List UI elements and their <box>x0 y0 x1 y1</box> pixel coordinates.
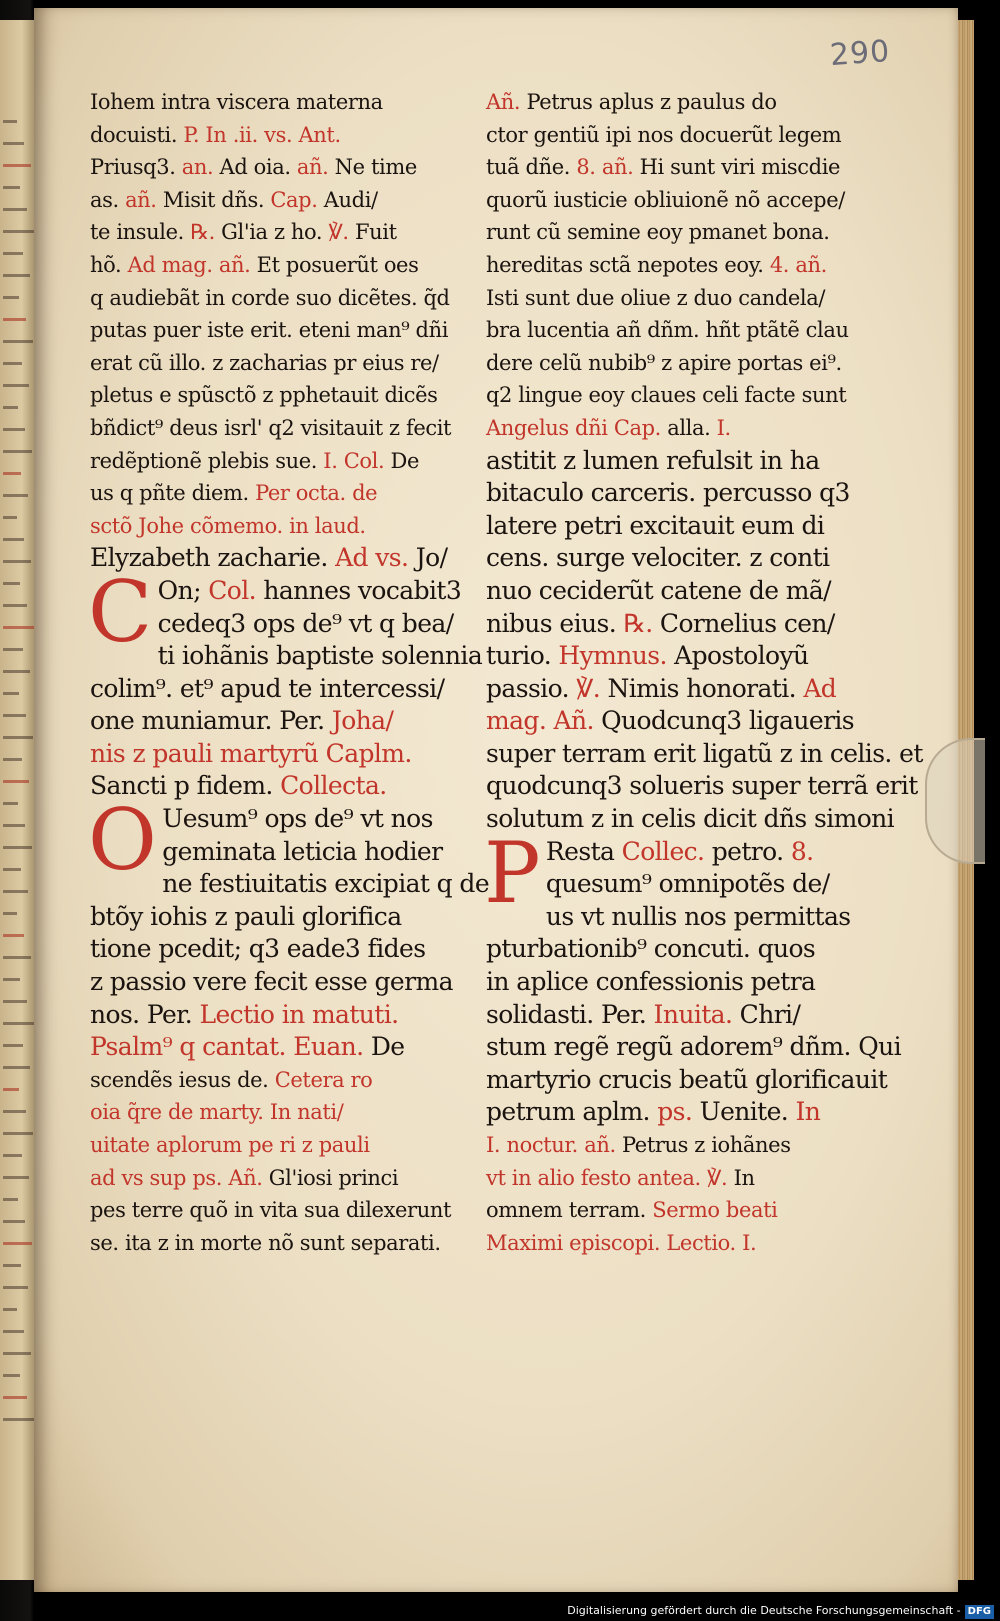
facing-page-text-fragment <box>3 186 20 189</box>
facing-page-text-fragment <box>3 120 17 123</box>
body-text: hereditas sctã nepotes eoy. <box>486 252 770 277</box>
facing-page-text-fragment <box>3 912 17 915</box>
facing-page-text-fragment <box>3 1352 31 1355</box>
text-line <box>90 770 462 803</box>
text-line <box>90 184 462 217</box>
rubric-text: Collec. <box>621 836 705 866</box>
facing-page-text-fragment <box>3 252 23 255</box>
text-line <box>486 673 868 706</box>
text-line <box>90 510 462 543</box>
text-line <box>486 901 868 934</box>
body-text: De <box>363 1032 405 1062</box>
body-text: tione pcedit; q3 eade3 fides <box>90 934 426 964</box>
body-text: astitit z lumen refulsit in ha <box>486 445 820 475</box>
body-text: us q pñte diem. <box>90 481 256 506</box>
text-line <box>90 1129 462 1162</box>
body-text: De <box>384 448 419 473</box>
text-line <box>486 477 868 510</box>
body-text: Nimis honorati. <box>600 673 804 703</box>
text-line <box>90 999 462 1032</box>
facing-page-text-fragment <box>3 626 34 629</box>
rubric-text: Psalm⁹ q cantat. Euan. <box>90 1032 364 1062</box>
text-line <box>486 1129 868 1162</box>
body-text: pletus e spũsctõ z pphetauit dicẽs <box>90 383 438 408</box>
text-line <box>90 412 462 445</box>
body-text: redẽptionẽ plebis sue. <box>90 448 324 473</box>
facing-page-text-fragment <box>3 450 32 453</box>
body-text: Resta <box>545 836 622 866</box>
text-line <box>486 770 918 803</box>
text-line <box>486 412 868 445</box>
rubric-text: Inuita. <box>653 999 733 1029</box>
text-line <box>486 1227 868 1260</box>
body-text: Fuit <box>348 220 397 245</box>
text-line <box>90 966 462 999</box>
body-text: z passio vere fecit esse germa <box>90 967 453 997</box>
body-text: Ne time <box>328 155 417 180</box>
body-text: Audi/ <box>317 187 378 212</box>
body-text: scendẽs iesus de. <box>90 1067 275 1092</box>
facing-page-text-fragment <box>3 538 24 541</box>
body-text: us vt nullis nos permittas <box>545 901 851 931</box>
folio-number: 290 <box>828 33 892 74</box>
body-text: dere celũ nubib⁹ z apire portas ei⁹. <box>486 350 842 375</box>
body-text: petrum aplm. <box>486 1097 658 1127</box>
facing-page-text-fragment <box>3 1220 25 1223</box>
body-text: Uesum⁹ ops de⁹ vt nos <box>162 804 433 834</box>
text-line <box>486 803 895 836</box>
rubric-text: vt in alio festo antea. <box>486 1165 708 1190</box>
rubric-text: mag. Añ. <box>486 706 594 736</box>
rubric-text: Ad <box>803 673 837 703</box>
facing-page-text-fragment <box>3 1264 21 1267</box>
rubric-text: Angelus dñi <box>486 415 614 440</box>
facing-page-text-fragment <box>3 1000 27 1003</box>
text-line <box>90 1064 462 1097</box>
body-text: Uenite. <box>692 1097 796 1127</box>
body-text: Hi sunt viri miscdie <box>633 155 841 180</box>
rubric-text: Cap. <box>613 415 661 440</box>
facing-page-text-fragment <box>3 1044 23 1047</box>
body-text: nibus eius. <box>486 608 624 638</box>
text-line <box>90 542 462 575</box>
rubric-text: Hymnus. <box>558 641 667 671</box>
initial-letter: P <box>484 823 540 922</box>
facing-page-text-fragment <box>3 1198 18 1201</box>
rubric-text: P. In .ii. vs. Ant. <box>183 122 341 147</box>
body-text: bitaculo carceris. percusso q3 <box>486 478 850 508</box>
body-text: q2 lingue eoy claues celi facte sunt <box>486 383 847 408</box>
body-text: Gl'ia z ho. <box>214 220 329 245</box>
facing-page-text-fragment <box>3 318 26 321</box>
text-line <box>486 249 868 282</box>
text-line <box>486 184 868 217</box>
text-line <box>486 608 868 641</box>
body-text: q audiebãt in corde suo dicẽtes. q̃d <box>90 285 450 310</box>
body-text: cens. surge velociter. z conti <box>486 543 830 573</box>
text-line <box>90 477 462 510</box>
facing-page-text-fragment <box>3 758 22 761</box>
facing-page-text-fragment <box>3 516 17 519</box>
text-line <box>486 119 868 152</box>
body-text: stum regẽ regũ adorem⁹ dñm. Qui <box>486 1032 901 1062</box>
body-text: runt cũ semine eoy pmanet bona. <box>486 220 830 245</box>
facing-page-text-fragment <box>3 604 27 607</box>
body-text: Misit dñs. <box>156 187 271 212</box>
body-text: Elyzabeth zacharie. <box>90 543 336 573</box>
text-line <box>486 314 868 347</box>
rubric-text: sctõ Johe cõmemo. in laud. <box>90 513 366 538</box>
rubric-text: oia q̃re de marty. In nati/ <box>90 1100 344 1125</box>
facing-page-text-fragment <box>3 142 24 145</box>
body-text: In <box>727 1165 755 1190</box>
text-line <box>486 1194 868 1227</box>
body-text: tuã dñe. <box>486 155 577 180</box>
rubric-text: ℣. <box>328 220 349 245</box>
body-text: quorũ iusticie obliuionẽ nõ accepe/ <box>486 187 845 212</box>
rubric-text: ℣. <box>576 673 601 703</box>
body-text: martyrio crucis beatũ glorificauit <box>486 1064 888 1094</box>
left-page-edge <box>0 20 38 1580</box>
text-line <box>486 1096 868 1129</box>
rubric-text: Sermo beati <box>652 1198 778 1223</box>
rubric-text: Añ. <box>486 90 521 114</box>
text-line <box>486 347 868 380</box>
rubric-text: an. <box>181 155 214 180</box>
body-text: colim⁹. et⁹ apud te intercessi/ <box>90 673 445 703</box>
rubric-text: uitate aplorum pe ri z pauli <box>90 1133 370 1157</box>
facing-page-text-fragment <box>3 956 31 959</box>
body-text: Chri/ <box>732 999 801 1029</box>
body-text: super terram erit ligatũ z in celis. et <box>486 738 923 768</box>
rubric-text: Cetera ro <box>274 1067 373 1092</box>
body-text: omnem terram. <box>486 1198 653 1223</box>
text-line <box>90 1162 462 1195</box>
rubric-text: Ad vs. <box>335 543 409 573</box>
thumb-tab <box>925 738 985 864</box>
facing-page-text-fragment <box>3 978 20 981</box>
body-text: pturbationib⁹ concuti. quos <box>486 934 816 964</box>
text-line <box>486 1064 888 1097</box>
body-text: Apostoloyũ <box>666 641 809 671</box>
text-line <box>90 1194 462 1227</box>
body-text: btõy iohis z pauli glorifica <box>90 901 402 931</box>
facing-page-text-fragment <box>3 780 29 783</box>
facing-page-text-fragment <box>3 208 27 211</box>
facing-page-text-fragment <box>3 1308 17 1311</box>
text-line <box>90 705 462 738</box>
body-text: quesum⁹ omnipotẽs de/ <box>545 869 830 899</box>
body-text: solidasti. Per. <box>486 999 654 1029</box>
text-line <box>90 282 462 315</box>
text-line <box>486 542 868 575</box>
facing-page-text-fragment <box>3 1374 20 1377</box>
text-line <box>486 575 868 608</box>
text-line <box>486 1162 868 1195</box>
text-line <box>486 1031 901 1064</box>
body-text: ctor gentiũ ipi nos docuerũt legem <box>486 122 842 147</box>
text-line <box>486 705 868 738</box>
facing-page-text-fragment <box>3 406 18 409</box>
body-text: solutum z in celis dicit dñs simoni <box>486 804 895 834</box>
body-text: Ad oia. <box>213 155 297 180</box>
body-text: as. <box>90 187 126 212</box>
body-text: quodcunq3 solueris super terrã erit <box>486 771 918 801</box>
facing-page-text-fragment <box>3 164 31 167</box>
facing-page-text-fragment <box>3 1154 22 1157</box>
text-line <box>90 1227 462 1260</box>
body-text: Iohem intra viscera materna <box>90 90 383 114</box>
facing-page-text-fragment <box>3 1176 29 1179</box>
body-text: hannes vocabit3 <box>255 575 462 605</box>
text-line <box>486 640 868 673</box>
rubric-text: Joha/ <box>331 706 394 736</box>
facing-page-text-fragment <box>3 428 25 431</box>
text-line <box>486 738 923 771</box>
facing-page-text-fragment <box>3 1396 27 1399</box>
initial-letter: O <box>88 791 157 890</box>
body-text: nos. Per. <box>90 999 200 1029</box>
facing-page-text-fragment <box>3 692 19 695</box>
text-line <box>486 151 868 184</box>
body-text: Petrus aplus z paulus do <box>520 90 777 114</box>
body-text: alla. <box>660 415 717 440</box>
facing-page-text-fragment <box>3 362 22 365</box>
text-line <box>90 86 462 119</box>
footer-text: Digitalisierung gefördert durch die Deutsche Forschungsgemeinschaft - <box>567 1604 961 1617</box>
text-line <box>90 673 462 706</box>
text-line <box>486 933 868 966</box>
rubric-text: 8. añ. <box>576 155 634 180</box>
rubric-text: 8. <box>790 836 814 866</box>
body-text: erat cũ illo. z zacharias pr eius re/ <box>90 350 439 375</box>
body-text: docuisti. <box>90 122 184 147</box>
body-text: cedeq3 ops de⁹ vt q bea/ <box>157 608 454 638</box>
facing-page-text-fragment <box>3 1088 19 1091</box>
facing-page-text-fragment <box>3 1242 32 1245</box>
body-text: turio. <box>486 641 559 671</box>
facing-page-text-fragment <box>3 714 26 717</box>
body-text: Jo/ <box>408 543 448 573</box>
body-text: te insule. <box>90 220 191 245</box>
text-line <box>486 868 868 901</box>
footer-credit <box>560 1600 1000 1621</box>
body-text: On; <box>157 575 209 605</box>
facing-page-text-fragment <box>3 296 19 299</box>
text-line <box>486 86 868 119</box>
text-line <box>486 282 868 315</box>
text-line <box>90 151 462 184</box>
rubric-text: añ. <box>296 155 329 180</box>
facing-page-text-fragment <box>3 868 21 871</box>
facing-page-text-fragment <box>3 560 31 563</box>
rubric-text: ℣. <box>707 1165 728 1190</box>
body-text: latere petri excitauit eum di <box>486 510 825 540</box>
rubric-text: ℞. <box>623 608 653 638</box>
body-text: pes terre quõ in vita sua dilexerunt <box>90 1198 451 1223</box>
rubric-text: 4. añ. <box>769 252 827 277</box>
facing-page-text-fragment <box>3 846 32 849</box>
rubric-text: Lectio in matuti. <box>199 999 399 1029</box>
facing-page-text-fragment <box>3 1330 24 1333</box>
text-line <box>90 314 462 347</box>
facing-page-text-fragment <box>3 736 33 739</box>
body-text: geminata leticia hodier <box>162 836 443 866</box>
text-line <box>90 738 462 771</box>
facing-page-text-fragment <box>3 1286 28 1289</box>
body-text: Sancti p fidem. <box>90 771 281 801</box>
text-line <box>90 249 462 282</box>
rubric-text: ℞. <box>190 220 215 245</box>
initial-letter: C <box>88 562 152 661</box>
facing-page-text-fragment <box>3 1022 34 1025</box>
text-line <box>90 1096 462 1129</box>
facing-page-text-fragment <box>3 1066 30 1069</box>
facing-page-text-fragment <box>3 494 28 497</box>
rubric-text: Collecta. <box>280 771 387 801</box>
facing-page-text-fragment <box>3 1110 26 1113</box>
rubric-text: In <box>795 1097 821 1127</box>
text-line <box>90 1031 462 1064</box>
left-column <box>88 86 490 1259</box>
facing-page-text-fragment <box>3 230 34 233</box>
facing-page-text-fragment <box>3 384 29 387</box>
rubric-text: I. <box>716 415 731 440</box>
text-line <box>90 445 462 478</box>
body-text: Petrus z iohãnes <box>615 1133 791 1157</box>
right-column <box>484 86 923 1259</box>
facing-page-text-fragment <box>3 934 24 937</box>
body-text: bñdict⁹ deus isrl' q2 visitauit z fecit <box>90 415 452 440</box>
body-text: passio. <box>486 673 577 703</box>
text-line <box>90 933 462 966</box>
facing-page-text-fragment <box>3 648 23 651</box>
facing-page-text-fragment <box>3 670 30 673</box>
body-text: Quodcunq3 ligaueris <box>593 706 855 736</box>
text-line <box>90 347 462 380</box>
text-line <box>90 119 462 152</box>
facing-page-text-fragment <box>3 802 18 805</box>
body-text: Priusq3. <box>90 155 182 180</box>
body-text: bra lucentia añ dñm. hñt ptãtẽ clau <box>486 318 849 343</box>
text-line <box>90 216 462 249</box>
facing-page-text-fragment <box>3 1418 34 1421</box>
rubric-text: Cap. <box>270 187 318 212</box>
body-text: in aplice confessionis petra <box>486 967 816 997</box>
facing-page-text-fragment <box>3 340 33 343</box>
text-line <box>486 445 868 478</box>
rubric-text: Maximi episcopi. Lectio. I. <box>486 1230 757 1255</box>
body-text: Isti sunt due oliue z duo candela/ <box>486 285 826 310</box>
rubric-text: Per octa. de <box>255 481 378 506</box>
text-line <box>486 379 868 412</box>
facing-page-text-fragment <box>3 824 25 827</box>
text-line <box>486 510 868 543</box>
rubric-text: nis z pauli martyrũ Caplm. <box>90 738 412 768</box>
rubric-text: ps. <box>657 1097 693 1127</box>
body-text: Cornelius cen/ <box>652 608 835 638</box>
rubric-text: I. Col. <box>323 448 385 473</box>
rubric-text: Ad mag. añ. <box>127 252 251 277</box>
text-line <box>90 901 462 934</box>
rubric-text: Col. <box>208 575 256 605</box>
dfg-logo: DFG <box>965 1605 994 1619</box>
rubric-text: I. noctur. añ. <box>486 1133 616 1157</box>
body-text: Et posuerũt oes <box>250 252 419 277</box>
facing-page-text-fragment <box>3 1132 33 1135</box>
facing-page-text-fragment <box>3 890 28 893</box>
facing-page-text-fragment <box>3 472 21 475</box>
text-line <box>486 216 868 249</box>
facing-page-text-fragment <box>3 582 20 585</box>
text-line <box>90 379 462 412</box>
body-text: nuo ceciderũt catene de mã/ <box>486 575 832 605</box>
body-text: hõ. <box>90 252 128 277</box>
rubric-text: añ. <box>125 187 157 212</box>
body-text: putas puer iste erit. eteni man⁹ dñi <box>90 318 449 343</box>
rubric-text: ad vs sup ps. Añ. <box>90 1165 263 1190</box>
body-text: petro. <box>704 836 791 866</box>
body-text: ne festiuitatis excipiat q de <box>162 869 490 899</box>
facing-page-text-fragment <box>3 274 30 277</box>
text-line <box>486 966 868 999</box>
text-line <box>486 999 868 1032</box>
body-text: se. ita z in morte nõ sunt separati. <box>90 1230 441 1255</box>
body-text: one muniamur. Per. <box>90 706 332 736</box>
body-text: ti iohãnis baptiste solennia <box>157 641 483 671</box>
body-text: Gl'iosi princi <box>262 1165 399 1190</box>
